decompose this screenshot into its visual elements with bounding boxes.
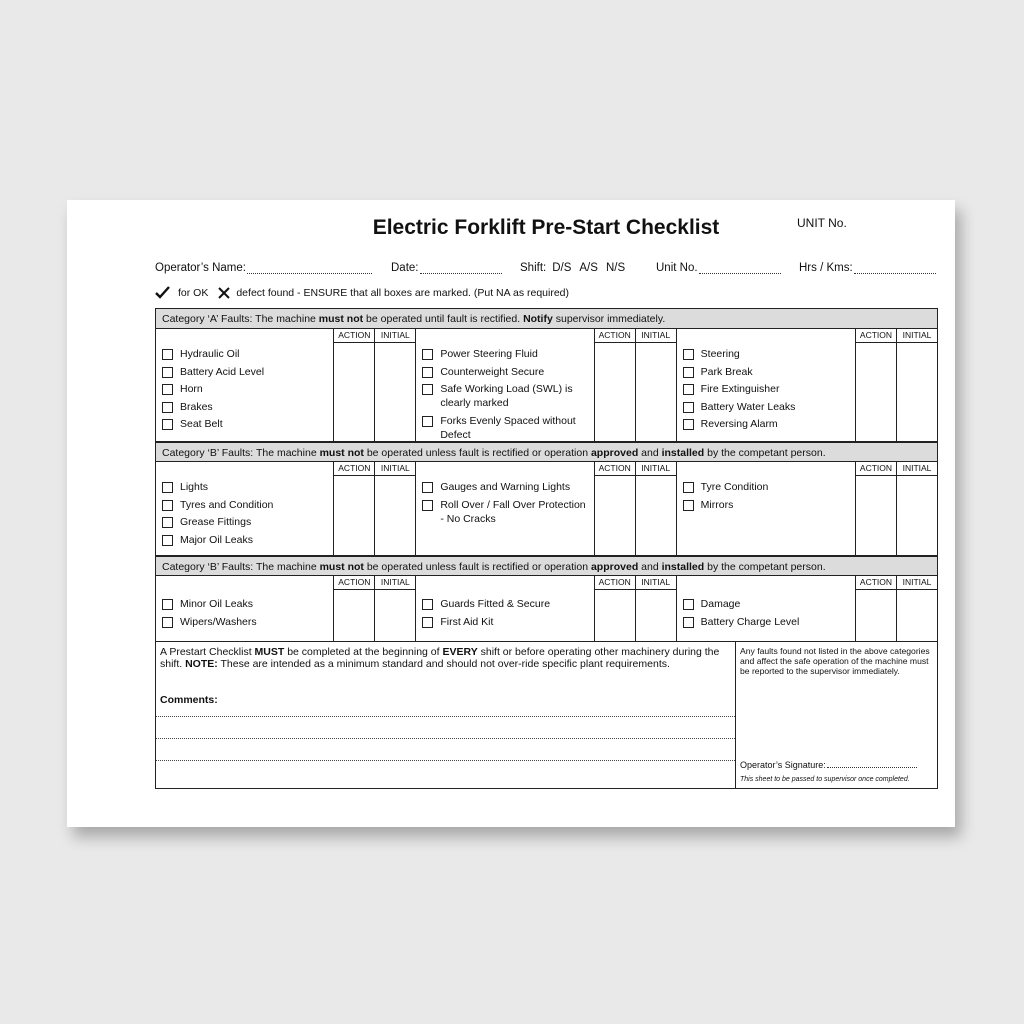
checkbox[interactable] (162, 599, 173, 610)
initial-header: INITIAL (897, 329, 937, 343)
checklist-item[interactable] (683, 382, 849, 396)
checklist-item[interactable] (422, 597, 587, 611)
signature-field[interactable] (740, 758, 917, 770)
action-cell[interactable] (856, 343, 896, 441)
initial-header: INITIAL (897, 576, 937, 590)
action-cell[interactable] (856, 476, 896, 555)
band-text: by the competant person. (704, 561, 826, 573)
checklist-item-label: Counterweight Secure (440, 365, 545, 378)
checklist-item-label: Battery Water Leaks (700, 400, 796, 413)
band-text: must not (319, 561, 364, 573)
checkbox[interactable] (683, 599, 694, 610)
initial-cell[interactable] (636, 590, 676, 641)
action-cell[interactable] (334, 476, 374, 555)
checklist-item[interactable] (162, 597, 327, 611)
cross-icon (218, 287, 230, 299)
checklist-items (156, 462, 333, 555)
checklist-item-label: Damage (700, 598, 741, 610)
comments-label: Comments: (160, 694, 218, 706)
action-header: ACTION (334, 329, 374, 343)
band-text: and (638, 447, 662, 459)
checkbox[interactable] (683, 384, 694, 395)
band-text: be operated unless fault is rectified or operation (363, 561, 591, 573)
checkbox[interactable] (162, 349, 173, 360)
initial-header: INITIAL (636, 462, 676, 476)
unit-no-field-label: Unit No. (656, 262, 698, 274)
band-text: by the competant person. (704, 447, 826, 459)
initial-header: INITIAL (375, 329, 415, 343)
action-column (855, 329, 896, 441)
checkbox[interactable] (162, 402, 173, 413)
checklist-column (676, 462, 937, 555)
checklist-item[interactable] (683, 597, 849, 611)
category-row (156, 462, 937, 556)
signature-line[interactable] (827, 758, 917, 768)
action-cell[interactable] (334, 343, 374, 441)
checkbox[interactable] (162, 384, 173, 395)
checkbox[interactable] (683, 617, 694, 628)
action-cell[interactable] (334, 590, 374, 641)
action-header: ACTION (334, 576, 374, 590)
checkbox[interactable] (162, 517, 173, 528)
checkbox[interactable] (422, 384, 433, 395)
hrs-kms-field[interactable] (799, 262, 936, 274)
checklist-item-label: Grease Fittings (180, 516, 252, 528)
hrs-kms-line[interactable] (854, 262, 936, 274)
band-text: installed (661, 447, 705, 459)
checklist-item[interactable] (162, 515, 327, 529)
checklist-item[interactable] (683, 615, 849, 629)
checklist-column (415, 329, 675, 441)
checklist-column (156, 576, 415, 641)
operator-name-line[interactable] (247, 262, 372, 274)
category-band (156, 442, 937, 462)
band-text: installed (661, 561, 705, 573)
checklist-item[interactable] (422, 498, 587, 526)
band-text: Notify (523, 313, 553, 325)
checkbox[interactable] (422, 416, 433, 427)
footer-note-text: NOTE: (185, 658, 218, 670)
checklist-item-label: Gauges and Warning Lights (440, 481, 571, 493)
checklist-item[interactable] (162, 615, 327, 629)
checklist-item-label: Wipers/Washers (180, 615, 257, 628)
checkbox[interactable] (422, 482, 433, 493)
checklist-item[interactable] (422, 414, 587, 442)
legend (155, 286, 569, 299)
checkbox[interactable] (162, 419, 173, 430)
footer-note-text: EVERY (442, 646, 478, 658)
checklist-item-label: Battery Acid Level (180, 365, 265, 378)
footer-note-text: shift or before operating other machinery during the shift. (160, 646, 720, 670)
checklist-item-label: Seat Belt (180, 418, 223, 430)
initial-header: INITIAL (375, 462, 415, 476)
checklist-item[interactable] (683, 365, 849, 379)
checkbox[interactable] (683, 500, 694, 511)
initial-header: INITIAL (897, 462, 937, 476)
initial-cell[interactable] (897, 590, 937, 641)
footer-note-text: These are intended as a minimum standard and should not over-ride specific plant requirements. (217, 658, 670, 670)
operator-name-label: Operator’s Name: (155, 262, 246, 274)
checklist-items (677, 329, 855, 441)
shift-option-ns[interactable]: N/S (605, 262, 626, 274)
band-text: must not (319, 447, 364, 459)
date-label: Date: (391, 262, 419, 274)
footer (156, 642, 937, 788)
action-header: ACTION (856, 462, 896, 476)
checkbox[interactable] (162, 535, 173, 546)
initial-column (896, 576, 937, 641)
checkbox[interactable] (162, 367, 173, 378)
checklist-form (155, 308, 938, 789)
checklist-item-label: Brakes (180, 400, 213, 413)
unit-no-field[interactable] (656, 262, 781, 274)
shift-option-ds[interactable]: D/S (552, 262, 572, 274)
page-title: Electric Forklift Pre-Start Checklist (372, 216, 720, 239)
checklist-item[interactable] (422, 615, 587, 629)
initial-header: INITIAL (375, 576, 415, 590)
footer-note-text: A Prestart Checklist (160, 646, 255, 658)
initial-column (896, 329, 937, 441)
initial-column (635, 462, 676, 555)
action-header: ACTION (595, 576, 635, 590)
band-text: Category ‘B’ Faults: The machine (162, 561, 320, 573)
faults-note: Any faults found not listed in the above categories and affect the safe operation of the machine must be reported to the supervisor immediately. (740, 646, 930, 676)
checklist-column (676, 576, 937, 641)
action-cell[interactable] (856, 590, 896, 641)
category-band (156, 556, 937, 576)
checklist-item-label: Safe Working Load (SWL) is clearly marked (440, 383, 573, 409)
action-column (594, 329, 635, 441)
checklist-item[interactable] (422, 365, 587, 379)
checklist-items (416, 329, 593, 441)
shift-option-as[interactable]: A/S (579, 262, 598, 274)
action-column (333, 462, 374, 555)
checklist-item-label: Roll Over / Fall Over Protection - No Cracks (440, 498, 586, 525)
checklist-item[interactable] (162, 400, 327, 414)
action-cell[interactable] (595, 476, 635, 555)
checklist-item-label: Major Oil Leaks (180, 533, 253, 546)
footer-note-area (156, 642, 735, 788)
initial-cell[interactable] (375, 343, 415, 441)
footer-right-panel (735, 642, 937, 788)
checkbox[interactable] (162, 482, 173, 493)
category-row (156, 329, 937, 442)
band-text: Category ‘B’ Faults: The machine (162, 447, 320, 459)
checklist-items (156, 329, 333, 441)
action-cell[interactable] (595, 590, 635, 641)
checklist-items (677, 462, 855, 555)
checklist-items (416, 576, 593, 641)
checklist-item-label: Minor Oil Leaks (180, 598, 253, 610)
checkbox[interactable] (683, 402, 694, 413)
band-text: approved (590, 561, 639, 573)
checkbox[interactable] (422, 617, 433, 628)
band-text: approved (590, 447, 639, 459)
checklist-item[interactable] (422, 347, 587, 361)
checklist-item[interactable] (162, 365, 327, 379)
checklist-item-label: Power Steering Fluid (440, 348, 538, 360)
comment-line[interactable] (156, 760, 735, 761)
checklist-item[interactable] (683, 498, 849, 512)
checklist-item-label: Fire Extinguisher (700, 383, 780, 395)
legend-ok-label: for OK (178, 286, 209, 299)
checklist-item-label: Reversing Alarm (700, 418, 778, 430)
checklist-item-label: Forks Evenly Spaced without Defect (440, 414, 576, 441)
action-header: ACTION (334, 462, 374, 476)
checklist-items (677, 576, 855, 641)
shift-field (520, 262, 625, 274)
initial-column (635, 329, 676, 441)
unit-no-label: UNIT No. (797, 216, 847, 230)
category-row (156, 576, 937, 642)
footer-note-text: MUST (254, 646, 285, 658)
checklist-item[interactable] (683, 400, 849, 414)
sheet-note: This sheet to be passed to supervisor once completed. (740, 776, 910, 783)
initial-column (896, 462, 937, 555)
checklist-item[interactable] (422, 382, 587, 410)
checklist-item[interactable] (422, 480, 587, 494)
checklist-item-label: Steering (700, 348, 740, 360)
checkbox[interactable] (422, 599, 433, 610)
checklist-sheet (67, 200, 955, 827)
band-text: supervisor immediately. (552, 313, 666, 325)
checklist-item[interactable] (162, 498, 327, 512)
date-line[interactable] (420, 262, 502, 274)
check-icon (155, 286, 170, 299)
checklist-item[interactable] (162, 480, 327, 494)
operator-name-field[interactable] (155, 262, 372, 274)
checkbox[interactable] (422, 500, 433, 511)
action-header: ACTION (595, 329, 635, 343)
action-column (594, 576, 635, 641)
checklist-item[interactable] (162, 347, 327, 361)
checklist-item[interactable] (162, 417, 327, 431)
checklist-item[interactable] (683, 347, 849, 361)
shift-label: Shift: (520, 262, 547, 274)
comment-line[interactable] (156, 738, 735, 739)
initial-column (374, 462, 415, 555)
initial-header: INITIAL (636, 576, 676, 590)
checklist-item-label: Lights (180, 481, 209, 493)
date-field[interactable] (391, 262, 502, 274)
checklist-item-label: Park Break (700, 365, 753, 378)
checklist-item[interactable] (162, 382, 327, 396)
checklist-item-label: Battery Charge Level (700, 615, 800, 628)
action-column (855, 576, 896, 641)
checkbox[interactable] (683, 367, 694, 378)
hrs-kms-label: Hrs / Kms: (799, 262, 853, 274)
checklist-items (156, 576, 333, 641)
checklist-column (676, 329, 937, 441)
band-text: and (638, 561, 662, 573)
checklist-item-label: First Aid Kit (440, 615, 494, 628)
checklist-column (415, 462, 675, 555)
initial-cell[interactable] (375, 476, 415, 555)
band-text: Category ‘A’ Faults: The machine (162, 313, 319, 325)
checklist-item-label: Horn (180, 383, 203, 395)
category-band (156, 309, 937, 329)
checkbox[interactable] (422, 349, 433, 360)
checkbox[interactable] (162, 500, 173, 511)
action-column (594, 462, 635, 555)
checklist-item-label: Tyres and Condition (180, 498, 274, 511)
band-text: be operated until fault is rectified. (363, 313, 524, 325)
signature-label: Operator’s Signature: (740, 760, 826, 770)
checklist-item-label: Hydraulic Oil (180, 348, 240, 360)
initial-header: INITIAL (636, 329, 676, 343)
checklist-items (416, 462, 593, 555)
checklist-column (156, 329, 415, 441)
checklist-item-label: Mirrors (700, 498, 734, 511)
checklist-column (415, 576, 675, 641)
action-column (855, 462, 896, 555)
initial-column (374, 576, 415, 641)
footer-note-text: be completed at the beginning of (284, 646, 443, 658)
checkbox[interactable] (683, 349, 694, 360)
comment-line[interactable] (156, 716, 735, 717)
action-header: ACTION (856, 329, 896, 343)
checklist-item[interactable] (683, 417, 849, 431)
footer-note (160, 646, 731, 670)
initial-cell[interactable] (897, 343, 937, 441)
action-header: ACTION (595, 462, 635, 476)
checklist-item[interactable] (683, 480, 849, 494)
checkbox[interactable] (162, 617, 173, 628)
initial-cell[interactable] (636, 476, 676, 555)
checkbox[interactable] (683, 419, 694, 430)
checklist-item-label: Guards Fitted & Secure (440, 598, 551, 610)
initial-column (374, 329, 415, 441)
band-text: be operated unless fault is rectified or operation (363, 447, 591, 459)
action-column (333, 576, 374, 641)
initial-cell[interactable] (375, 590, 415, 641)
legend-defect-label: defect found - ENSURE that all boxes are marked. (Put NA as required) (236, 286, 570, 299)
band-text: must not (318, 313, 364, 325)
action-header: ACTION (856, 576, 896, 590)
initial-cell[interactable] (897, 476, 937, 555)
action-column (333, 329, 374, 441)
initial-column (635, 576, 676, 641)
checkbox[interactable] (422, 367, 433, 378)
initial-cell[interactable] (636, 343, 676, 441)
unit-no-line[interactable] (699, 262, 781, 274)
checklist-column (156, 462, 415, 555)
checkbox[interactable] (683, 482, 694, 493)
checklist-item-label: Tyre Condition (700, 481, 769, 493)
checklist-item[interactable] (162, 533, 327, 547)
action-cell[interactable] (595, 343, 635, 441)
